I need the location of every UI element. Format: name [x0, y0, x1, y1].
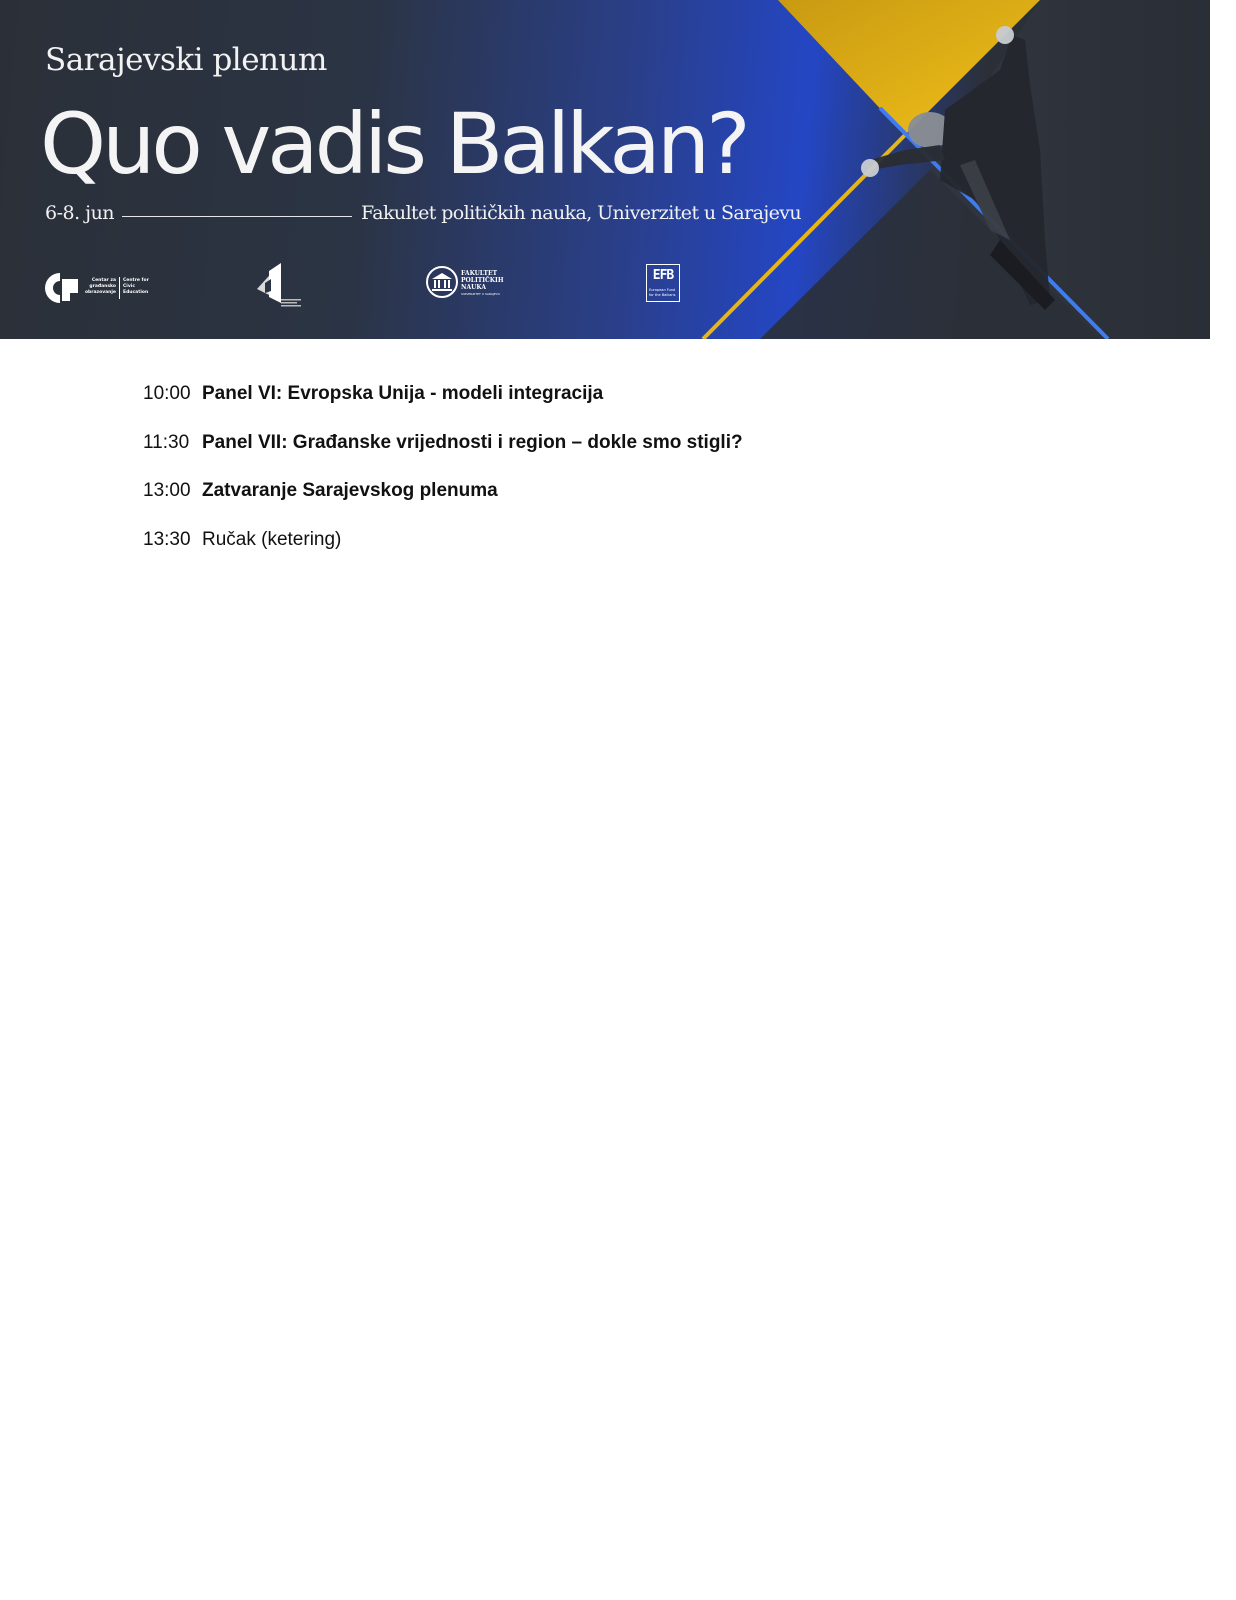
- schedule-title: Zatvaranje Sarajevskog plenuma: [202, 480, 498, 501]
- event-subtitle: Sarajevski plenum: [45, 42, 327, 78]
- schedule-time: 13:00: [143, 480, 191, 501]
- divider-rule: [122, 216, 352, 217]
- schedule-title: Panel VI: Evropska Unija - modeli integracija: [202, 383, 604, 404]
- schedule-time: 11:30: [143, 431, 190, 453]
- fpn-name: FAKULTET POLITIČKIH NAUKA: [461, 270, 504, 291]
- schedule-list: [143, 383, 1043, 577]
- event-venue: Fakultet političkih nauka, Univerzitet u Sarajevu: [361, 202, 802, 224]
- efb-full-name: European Fund for the Balkans: [649, 288, 676, 297]
- building-logo-icon: [255, 263, 305, 307]
- schedule-title: Ručak (ketering): [202, 528, 342, 550]
- schedule-item: [143, 529, 1043, 578]
- cge-separator: [119, 277, 120, 299]
- header-banner: [0, 0, 1210, 339]
- cge-english-text: Centre for Civic Education: [123, 278, 149, 295]
- cge-mark-icon: [44, 273, 80, 303]
- efb-logo: [646, 264, 680, 302]
- faculty-building-icon: [426, 266, 458, 298]
- event-title: Quo vadis Balkan?: [40, 95, 747, 193]
- schedule-time: 13:30: [143, 528, 191, 550]
- partner-logo: [255, 263, 305, 307]
- schedule-item: [143, 383, 1043, 432]
- schedule-time: 10:00: [143, 383, 191, 404]
- event-date: 6-8. jun: [45, 202, 115, 224]
- efb-abbr: EFB: [652, 268, 674, 283]
- fpn-subtext: UNIVERZITET U SARAJEVU: [461, 292, 501, 296]
- fpn-logo: [426, 266, 516, 302]
- cge-logo: [44, 271, 154, 305]
- schedule-title: Panel VII: Građanske vrijednosti i region – dokle smo stigli?: [202, 431, 743, 453]
- schedule-item: [143, 480, 1043, 529]
- schedule-item: [143, 432, 1043, 481]
- cge-local-text: Centar za građansko obrazovanje: [84, 278, 116, 295]
